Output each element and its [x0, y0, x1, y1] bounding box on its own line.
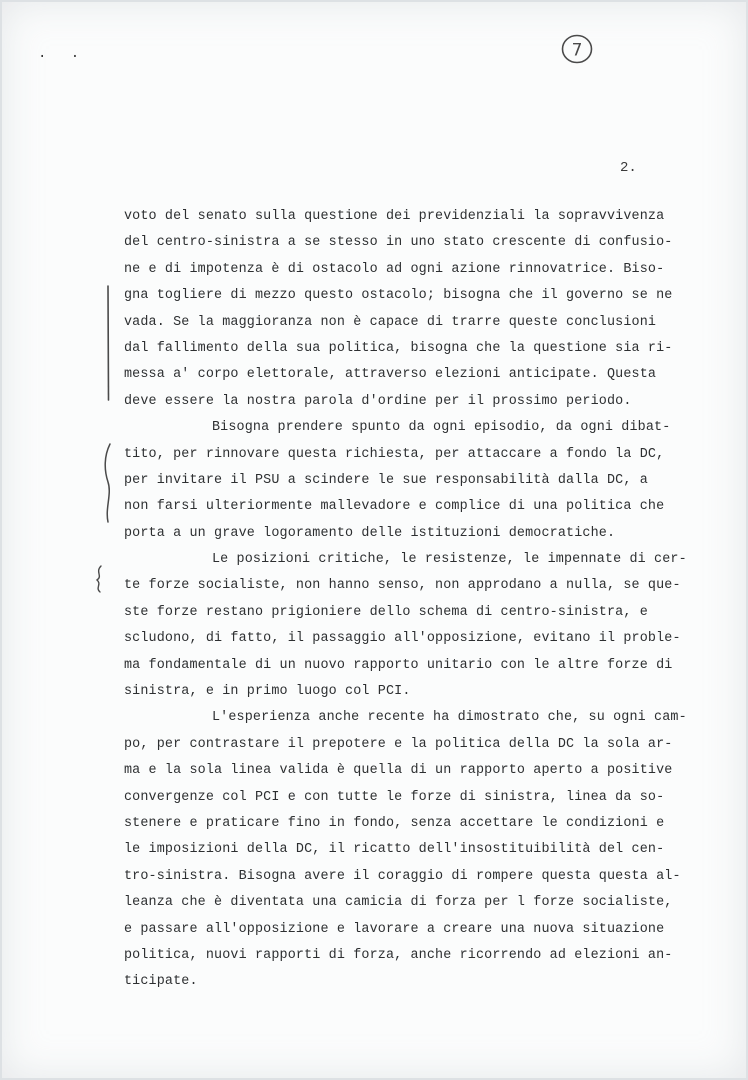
text-line: dal fallimento della sua politica, bisogna che la questione sia ri- [124, 340, 673, 356]
text-line: ste forze restano prigioniere dello schema di centro-sinistra, e [124, 604, 648, 620]
text-line: voto del senato sulla questione dei previdenziali la sopravvivenza [124, 209, 665, 224]
document-body [124, 204, 708, 996]
text-line: non farsi ulteriormente mallevadore e complice di una politica che [124, 499, 665, 515]
margin-bracket-mark [100, 442, 116, 524]
paragraph-first-line: L'esperienza anche recente ha dimostrato che, su ogni cam- [212, 710, 687, 726]
text-line: ma e la sola linea valida è quella di un rapporto aperto a positive [124, 763, 673, 779]
text-line: sinistra, e in primo luogo col PCI. [124, 684, 411, 700]
text-line: tro-sinistra. Bisogna avere il coraggio di rompere questa questa al- [124, 868, 681, 884]
text-line: e passare all'opposizione e lavorare a creare una nuova situazione [124, 921, 665, 937]
text-line: leanza che è diventata una camicia di forza per l forze socialiste, [124, 895, 673, 911]
text-line: gna togliere di mezzo questo ostacolo; bisogna che il governo se ne [124, 288, 673, 304]
text-line: scludono, di fatto, il passaggio all'opposizione, evitano il proble- [124, 631, 681, 647]
text-line: po, per contrastare il prepotere e la politica della DC la sola ar- [124, 736, 673, 752]
text-line: ma fondamentale di un nuovo rapporto unitario con le altre forze di [124, 657, 673, 673]
margin-bracket-mark [102, 284, 116, 402]
text-line: deve essere la nostra parola d'ordine per il prossimo periodo. [124, 393, 632, 409]
paragraph-first-line: Bisogna prendere spunto da ogni episodio, da ogni dibat- [212, 420, 671, 436]
text-line: del centro-sinistra a se stesso in uno stato crescente di confusio- [124, 235, 673, 251]
text-line: stenere e praticare fino in fondo, senza accettare le condizioni e [124, 815, 665, 831]
page-stamp-number: 7 [571, 40, 583, 61]
text-line: porta a un grave logoramento delle istituzioni democratiche. [124, 525, 616, 541]
text-line: ne e di impotenza è di ostacolo ad ogni azione rinnovatrice. Biso- [124, 261, 665, 277]
text-line: politica, nuovi rapporti di forza, anche ricorrendo ad elezioni an- [124, 947, 673, 963]
text-line: ticipate. [124, 974, 198, 990]
top-margin-marks: . . [38, 46, 88, 62]
text-line: messa a' corpo elettorale, attraverso elezioni anticipate. Questa [124, 367, 657, 383]
page-stamp-circle [560, 32, 594, 66]
text-line: le imposizioni della DC, il ricatto dell'insostituibilità del cen- [124, 842, 665, 858]
text-line: per invitare il PSU a scindere le sue responsabilità dalla DC, a [124, 472, 648, 488]
page-number: 2. [620, 160, 637, 176]
text-line: convergenze col PCI e con tutte le forze di sinistra, linea da so- [124, 789, 665, 805]
document-page [2, 2, 746, 1078]
text-line: te forze socialiste, non hanno senso, non approdano a nulla, se que- [124, 578, 681, 594]
paragraph-first-line: Le posizioni critiche, le resistenze, le impennate di cer- [212, 552, 687, 568]
text-line: vada. Se la maggioranza non è capace di trarre queste conclusioni [124, 314, 657, 330]
text-line: tito, per rinnovare questa richiesta, per attaccare a fondo la DC, [124, 446, 665, 462]
margin-squiggle-mark [92, 564, 106, 594]
